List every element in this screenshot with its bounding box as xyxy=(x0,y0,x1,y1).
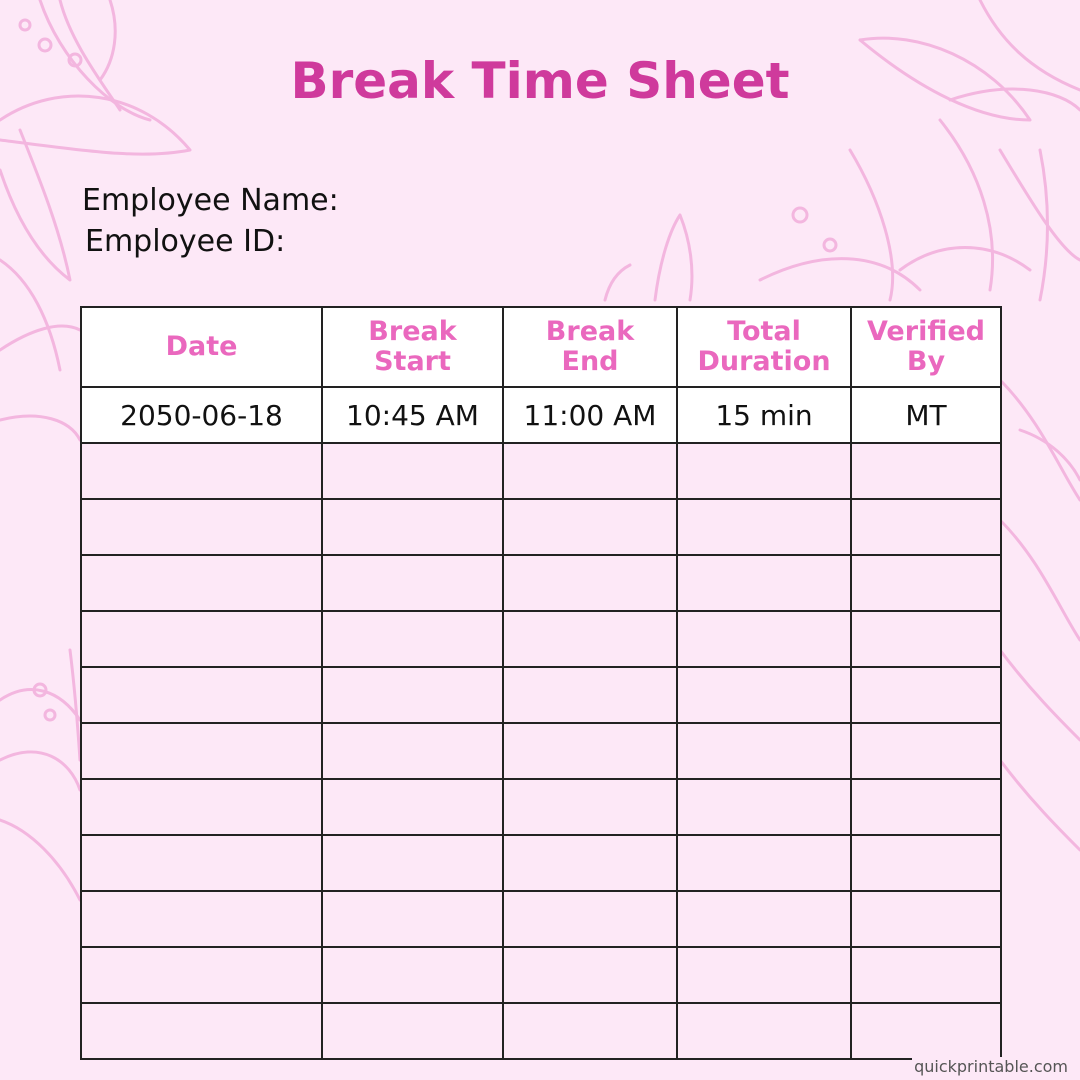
cell-break-end[interactable] xyxy=(503,891,677,947)
cell-break-end[interactable] xyxy=(503,1003,677,1059)
table-row xyxy=(81,611,1001,667)
table-header-row xyxy=(81,307,1001,387)
cell-total-duration[interactable] xyxy=(677,555,851,611)
cell-break-start[interactable] xyxy=(322,499,503,555)
cell-break-end[interactable] xyxy=(503,499,677,555)
cell-date[interactable] xyxy=(81,611,322,667)
table-row xyxy=(81,779,1001,835)
cell-verified-by[interactable] xyxy=(851,611,1001,667)
cell-total-duration[interactable] xyxy=(677,779,851,835)
cell-verified-by[interactable] xyxy=(851,947,1001,1003)
cell-break-start[interactable] xyxy=(322,723,503,779)
cell-date[interactable] xyxy=(81,1003,322,1059)
cell-verified-by[interactable] xyxy=(851,499,1001,555)
cell-total-duration[interactable] xyxy=(677,667,851,723)
cell-break-end[interactable] xyxy=(503,835,677,891)
header-break-start: Break Start xyxy=(322,307,503,387)
header-break-end: Break End xyxy=(503,307,677,387)
cell-verified-by[interactable] xyxy=(851,835,1001,891)
cell-break-end[interactable] xyxy=(503,611,677,667)
cell-date[interactable] xyxy=(81,555,322,611)
cell-date[interactable] xyxy=(81,667,322,723)
employee-id-label: Employee ID: xyxy=(85,224,286,259)
cell-break-end[interactable]: 11:00 AM xyxy=(503,387,677,443)
cell-break-start[interactable] xyxy=(322,667,503,723)
cell-break-start[interactable] xyxy=(322,779,503,835)
cell-break-start[interactable]: 10:45 AM xyxy=(322,387,503,443)
cell-break-end[interactable] xyxy=(503,947,677,1003)
cell-total-duration[interactable] xyxy=(677,499,851,555)
cell-date[interactable]: 2050-06-18 xyxy=(81,387,322,443)
cell-verified-by[interactable] xyxy=(851,667,1001,723)
cell-date[interactable] xyxy=(81,499,322,555)
cell-break-end[interactable] xyxy=(503,555,677,611)
cell-date[interactable] xyxy=(81,443,322,499)
cell-verified-by[interactable] xyxy=(851,891,1001,947)
cell-break-end[interactable] xyxy=(503,443,677,499)
cell-break-start[interactable] xyxy=(322,835,503,891)
table-row xyxy=(81,723,1001,779)
cell-break-start[interactable] xyxy=(322,1003,503,1059)
cell-break-start[interactable] xyxy=(322,555,503,611)
employee-name-label: Employee Name: xyxy=(82,183,339,218)
cell-break-end[interactable] xyxy=(503,779,677,835)
cell-break-end[interactable] xyxy=(503,667,677,723)
cell-total-duration[interactable] xyxy=(677,947,851,1003)
cell-total-duration[interactable] xyxy=(677,443,851,499)
cell-date[interactable] xyxy=(81,779,322,835)
cell-verified-by[interactable] xyxy=(851,443,1001,499)
cell-total-duration[interactable]: 15 min xyxy=(677,387,851,443)
cell-verified-by[interactable]: MT xyxy=(851,387,1001,443)
cell-break-start[interactable] xyxy=(322,611,503,667)
cell-verified-by[interactable] xyxy=(851,555,1001,611)
break-time-table xyxy=(80,306,1002,1060)
cell-total-duration[interactable] xyxy=(677,835,851,891)
header-total-duration: Total Duration xyxy=(677,307,851,387)
header-date: Date xyxy=(81,307,322,387)
cell-date[interactable] xyxy=(81,891,322,947)
table-row xyxy=(81,499,1001,555)
cell-break-start[interactable] xyxy=(322,443,503,499)
table-row xyxy=(81,555,1001,611)
table-row xyxy=(81,443,1001,499)
table-row xyxy=(81,667,1001,723)
table-row xyxy=(81,835,1001,891)
table-row xyxy=(81,387,1001,443)
table-row xyxy=(81,947,1001,1003)
cell-date[interactable] xyxy=(81,723,322,779)
cell-verified-by[interactable] xyxy=(851,1003,1001,1059)
cell-break-end[interactable] xyxy=(503,723,677,779)
cell-date[interactable] xyxy=(81,835,322,891)
cell-total-duration[interactable] xyxy=(677,891,851,947)
cell-total-duration[interactable] xyxy=(677,723,851,779)
page-title: Break Time Sheet xyxy=(290,52,790,110)
watermark-text: quickprintable.com xyxy=(914,1057,1068,1076)
cell-verified-by[interactable] xyxy=(851,723,1001,779)
cell-verified-by[interactable] xyxy=(851,779,1001,835)
cell-break-start[interactable] xyxy=(322,891,503,947)
cell-date[interactable] xyxy=(81,947,322,1003)
table-row xyxy=(81,891,1001,947)
cell-break-start[interactable] xyxy=(322,947,503,1003)
cell-total-duration[interactable] xyxy=(677,1003,851,1059)
table-row xyxy=(81,1003,1001,1059)
cell-total-duration[interactable] xyxy=(677,611,851,667)
header-verified-by: Verified By xyxy=(851,307,1001,387)
